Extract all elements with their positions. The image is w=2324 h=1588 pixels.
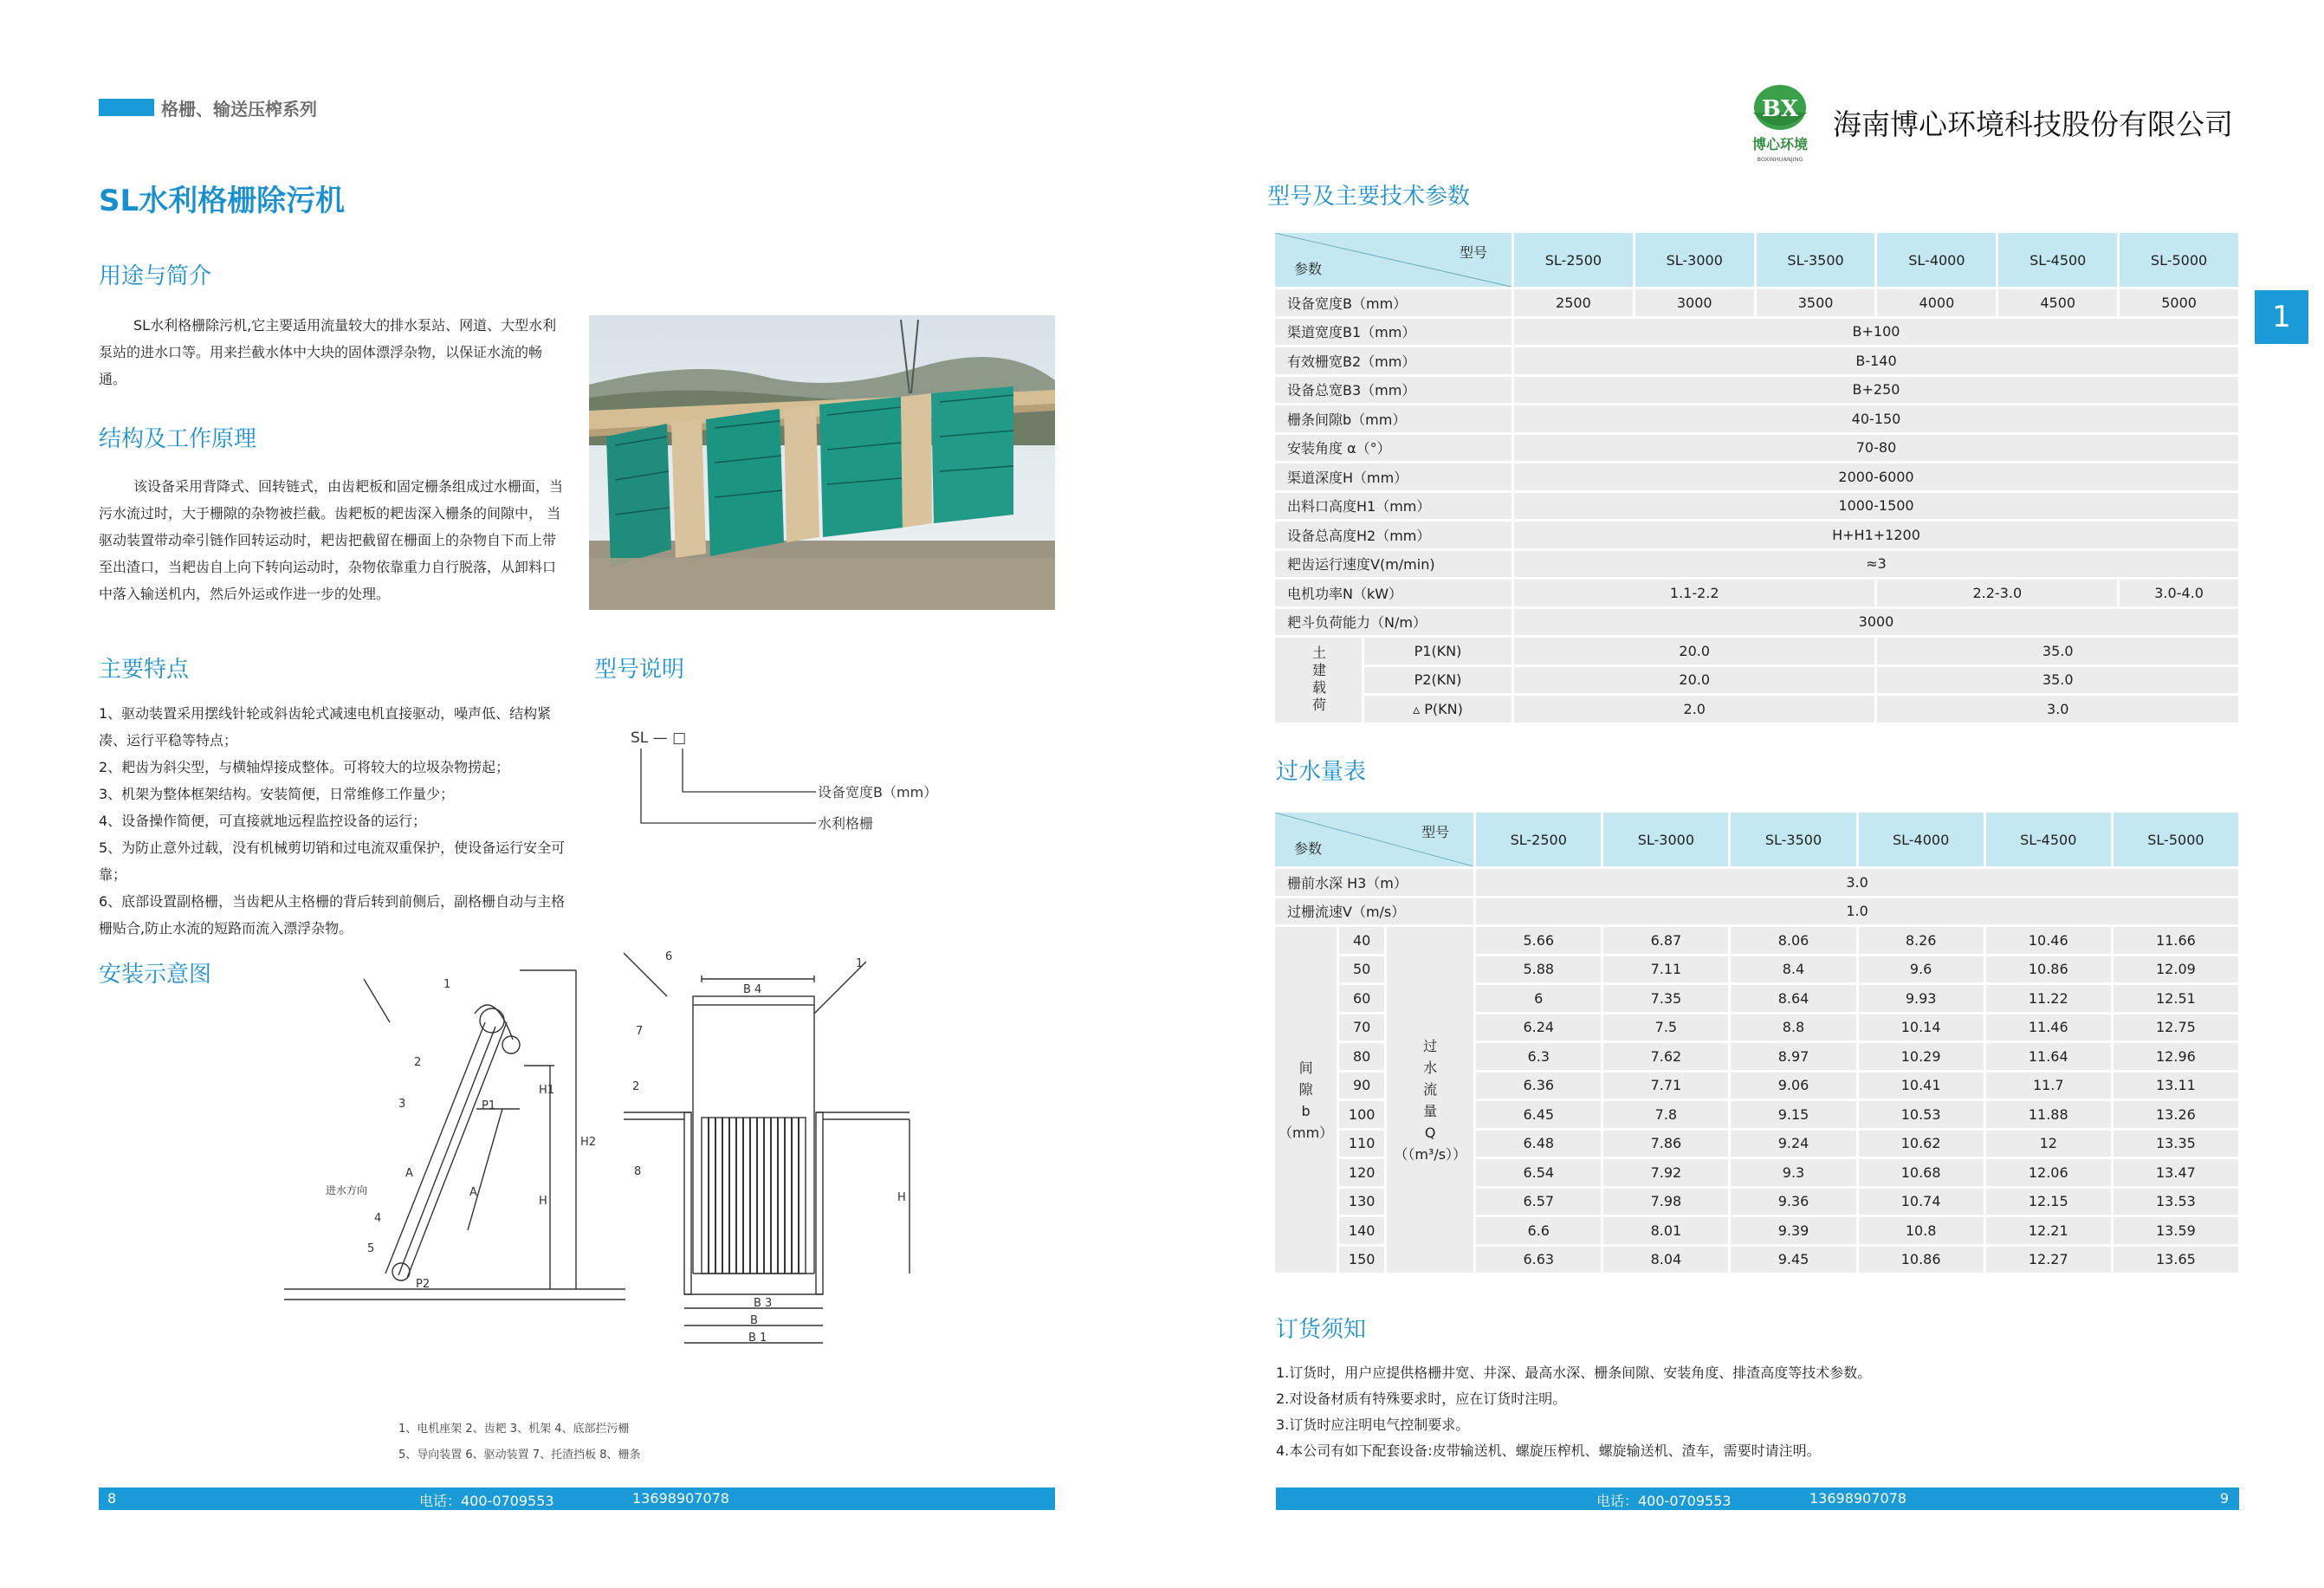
flow-value: 12.21 xyxy=(1986,1217,2111,1244)
flow-value: 13.59 xyxy=(2114,1217,2238,1244)
flow-value: 6.24 xyxy=(1476,1014,1601,1041)
diagram-label: 3 xyxy=(398,1098,406,1111)
spec-table xyxy=(1272,230,2241,725)
flow-value: 9.6 xyxy=(1859,956,1984,983)
diagram-legend-line-2: 5、导向装置 6、驱动装置 7、托渣挡板 8、栅条 xyxy=(398,1449,641,1462)
diagram-label: 8 xyxy=(634,1165,642,1178)
flow-value: 6.87 xyxy=(1603,927,1728,954)
flow-value: 12.09 xyxy=(2114,956,2238,983)
flow-row xyxy=(1275,927,2238,954)
diagram-label: H xyxy=(539,1195,547,1208)
feature-item: 4、设备操作简便，可直接就地远程监控设备的运行； xyxy=(99,813,427,829)
flow-value: 11.64 xyxy=(1986,1043,2111,1070)
page-number: 9 xyxy=(2219,1490,2229,1507)
diagram-label: H xyxy=(897,1191,906,1204)
flow-value: 9.3 xyxy=(1731,1159,1855,1186)
flow-value: 10.86 xyxy=(1859,1247,1984,1274)
model-width-label: 设备宽度B（mm） xyxy=(818,784,938,800)
footer-mobile: 13698907078 xyxy=(1809,1490,1906,1507)
flow-value: 11.46 xyxy=(1986,1014,2111,1041)
page-number: 8 xyxy=(107,1490,117,1507)
model-header: SL-3500 xyxy=(1757,233,1875,287)
table-row: 栅前水深 H3（m） 3.0 xyxy=(1275,869,2238,896)
gap-value: 100 xyxy=(1339,1101,1384,1128)
flow-value: 8.06 xyxy=(1731,927,1855,954)
feature-item: 3、机架为整体框架结构。安装简便，日常维修工作量少； xyxy=(99,786,455,802)
order-item: 1.订货时，用户应提供格栅井宽、井深、最高水深、栅条间隙、安装角度、排渣高度等技术参数。 xyxy=(1276,1364,1872,1381)
flow-value: 13.26 xyxy=(2114,1101,2238,1128)
section-features-title: 主要特点 xyxy=(99,657,190,683)
header-diagonal-cell: 型号 参数 xyxy=(1275,813,1473,866)
flow-value: 9.24 xyxy=(1731,1131,1855,1157)
model-header: SL-4000 xyxy=(1877,233,1996,287)
diagram-label: H2 xyxy=(580,1136,597,1149)
gap-value: 130 xyxy=(1339,1189,1384,1215)
footer-bar-right xyxy=(1276,1488,2239,1510)
flow-value: 10.29 xyxy=(1859,1043,1984,1070)
diagram-label: P2 xyxy=(416,1278,430,1291)
table-row: 设备宽度B（mm） 2500 3000 3500 4000 4500 5000 xyxy=(1275,289,2238,316)
flow-value: 12.51 xyxy=(2114,985,2238,1012)
flow-value: 7.35 xyxy=(1603,985,1728,1012)
flow-value: 12.96 xyxy=(2114,1043,2238,1070)
gap-axis-label: 间 隙 b （mm） xyxy=(1275,927,1337,1273)
flow-value: 7.71 xyxy=(1603,1073,1728,1099)
table-row: 出料口高度H1（mm） 1000-1500 xyxy=(1275,493,2238,520)
flow-value: 10.74 xyxy=(1859,1189,1984,1215)
table-row: 有效栅宽B2（mm） B-140 xyxy=(1275,347,2238,374)
feature-item: 5、为防止意外过载，没有机械剪切销和过电流双重保护，使设备运行安全可靠； xyxy=(99,839,566,883)
flow-value: 11.22 xyxy=(1986,985,2111,1012)
flow-value: 12.15 xyxy=(1986,1189,2111,1215)
flow-value: 8.04 xyxy=(1603,1247,1728,1274)
footer-phone: 电话：400-0709553 xyxy=(419,1493,554,1509)
diagram-legend-line-1: 1、电机座架 2、齿耙 3、机架 4、底部拦污栅 xyxy=(398,1423,630,1436)
logo-en: BOXINHUANJING xyxy=(1757,156,1803,163)
gap-value: 80 xyxy=(1339,1043,1384,1070)
footer-mobile: 13698907078 xyxy=(632,1490,729,1507)
company-name: 海南博心环境科技股份有限公司 xyxy=(1833,107,2233,141)
table-row: 设备总宽B3（mm） B+250 xyxy=(1275,377,2238,404)
flow-value: 8.64 xyxy=(1731,985,1855,1012)
table-row: 栅条间隙b（mm） 40-150 xyxy=(1275,405,2238,432)
table-row: 设备总高度H2（mm） H+H1+1200 xyxy=(1275,522,2238,548)
model-header: SL-4500 xyxy=(1998,233,2117,287)
diagram-label: 6 xyxy=(665,950,673,963)
flow-value: 13.35 xyxy=(2114,1131,2238,1157)
section-order-title: 订货须知 xyxy=(1276,1317,1367,1343)
diagram-label: B 4 xyxy=(743,983,762,996)
install-side-view xyxy=(277,944,632,1308)
flow-value: 12.27 xyxy=(1986,1247,2111,1274)
gap-value: 70 xyxy=(1339,1014,1384,1041)
page-title: SL水利格栅除污机 xyxy=(99,184,346,218)
diagram-label: 1 xyxy=(443,978,451,991)
flow-value: 9.36 xyxy=(1731,1189,1855,1215)
flow-value: 10.8 xyxy=(1859,1217,1984,1244)
flow-value: 8.01 xyxy=(1603,1217,1728,1244)
flow-value: 12 xyxy=(1986,1131,2111,1157)
flow-value: 10.53 xyxy=(1859,1101,1984,1128)
feature-item: 2、耙齿为斜尖型，与横轴焊接成整体。可将较大的垃圾杂物捞起； xyxy=(99,759,510,775)
feature-item: 6、底部设置副格栅，当齿耙从主格栅的背后转到前侧后，副格栅自动与主格栅贴合,防止水流的短路而流入漂浮杂物。 xyxy=(99,893,566,937)
table-row: 耙斗负荷能力（N/m） 3000 xyxy=(1275,609,2238,636)
model-code: SL — □ xyxy=(631,729,687,747)
feature-item: 1、驱动装置采用摆线针轮或斜齿轮式减速电机直接驱动，噪声低、结构紧凑、运行平稳等特点； xyxy=(99,705,552,749)
flow-value: 8.8 xyxy=(1731,1014,1855,1041)
flow-value: 6.6 xyxy=(1476,1217,1601,1244)
features-list xyxy=(99,700,570,942)
gap-value: 150 xyxy=(1339,1247,1384,1274)
section-structure-title: 结构及工作原理 xyxy=(99,426,257,452)
flow-value: 7.62 xyxy=(1603,1043,1728,1070)
flow-table xyxy=(1272,810,2241,1275)
flow-value: 5.66 xyxy=(1476,927,1601,954)
table-row: 渠道深度H（mm） 2000-6000 xyxy=(1275,463,2238,490)
flow-value: 13.53 xyxy=(2114,1189,2238,1215)
model-header: SL-5000 xyxy=(2120,233,2238,287)
flow-value: 8.4 xyxy=(1731,956,1855,983)
section-params-title: 型号及主要技术参数 xyxy=(1267,184,1471,210)
flow-value: 7.86 xyxy=(1603,1131,1728,1157)
flow-value: 5.88 xyxy=(1476,956,1601,983)
order-item: 3.订货时应注明电气控制要求。 xyxy=(1276,1416,1470,1433)
gap-value: 40 xyxy=(1339,927,1384,954)
table-row: 渠道宽度B1（mm） B+100 xyxy=(1275,319,2238,346)
model-header: SL-3000 xyxy=(1635,233,1754,287)
model-callout-lines xyxy=(632,747,823,826)
flow-value: 7.98 xyxy=(1603,1189,1728,1215)
flow-value: 9.45 xyxy=(1731,1247,1855,1274)
flow-value: 12.06 xyxy=(1986,1159,2111,1186)
diagram-label: 7 xyxy=(636,1025,644,1038)
gap-value: 120 xyxy=(1339,1159,1384,1186)
model-header: SL-3500 xyxy=(1731,813,1855,866)
diagram-label: 5 xyxy=(367,1242,375,1255)
model-header: SL-4000 xyxy=(1859,813,1984,866)
table-row: 土建载荷 P1(KN) 20.0 35.0 xyxy=(1275,638,2238,664)
flow-value: 6.57 xyxy=(1476,1189,1601,1215)
flow-value: 13.65 xyxy=(2114,1247,2238,1274)
flow-value: 11.66 xyxy=(2114,927,2238,954)
flow-value: 7.5 xyxy=(1603,1014,1728,1041)
diagram-label: B 1 xyxy=(748,1332,767,1345)
diagram-label: 进水方向 xyxy=(326,1184,368,1196)
flow-axis-label: 过 水 流 量 Q （（m³/s）） xyxy=(1387,927,1473,1273)
flow-value: 10.14 xyxy=(1859,1014,1984,1041)
footer-phone: 电话：400-0709553 xyxy=(1596,1493,1732,1509)
model-header: SL-5000 xyxy=(2114,813,2238,866)
flow-value: 6.54 xyxy=(1476,1159,1601,1186)
diagram-label: P1 xyxy=(482,1099,496,1112)
chapter-tab: 1 xyxy=(2255,290,2308,344)
flow-value: 10.62 xyxy=(1859,1131,1984,1157)
logo-mark: BX xyxy=(1761,96,1799,122)
flow-value: 7.8 xyxy=(1603,1101,1728,1128)
header-diagonal-cell: 型号 参数 xyxy=(1275,233,1512,287)
diagram-label: B xyxy=(750,1314,758,1327)
table-row: 过栅流速V（m/s） 1.0 xyxy=(1275,898,2238,925)
flow-value: 8.97 xyxy=(1731,1043,1855,1070)
flow-value: 6.45 xyxy=(1476,1101,1601,1128)
diagram-label: H1 xyxy=(539,1084,555,1097)
flow-value: 6.3 xyxy=(1476,1043,1601,1070)
section-use-title: 用途与简介 xyxy=(99,263,212,289)
section-model-title: 型号说明 xyxy=(594,657,685,683)
table-row: 安装角度 α（°） 70-80 xyxy=(1275,435,2238,462)
flow-value: 10.86 xyxy=(1986,956,2111,983)
order-item: 4.本公司有如下配套设备:皮带输送机、螺旋压榨机、螺旋输送机、渣车，需要时请注明。 xyxy=(1276,1442,1821,1459)
table-header-row xyxy=(1275,813,2238,866)
flow-value: 9.39 xyxy=(1731,1217,1855,1244)
gap-value: 140 xyxy=(1339,1217,1384,1244)
flow-value: 9.93 xyxy=(1859,985,1984,1012)
flow-table-body xyxy=(1275,927,2238,1273)
table-row: 耙齿运行速度V(m/min) ≈3 xyxy=(1275,551,2238,578)
flow-value: 9.15 xyxy=(1731,1101,1855,1128)
flow-value: 9.06 xyxy=(1731,1073,1855,1099)
model-header: SL-4500 xyxy=(1986,813,2111,866)
diagram-label: 2 xyxy=(632,1080,640,1093)
footer-bar-left xyxy=(99,1488,1055,1510)
flow-value: 12.75 xyxy=(2114,1014,2238,1041)
order-notes xyxy=(1276,1360,1871,1464)
civil-load-label: 土建载荷 xyxy=(1275,638,1362,723)
flow-value: 11.7 xyxy=(1986,1073,2111,1099)
flow-value: 13.47 xyxy=(2114,1159,2238,1186)
series-tag-bar xyxy=(99,99,154,116)
flow-value: 6 xyxy=(1476,985,1601,1012)
flow-value: 7.11 xyxy=(1603,956,1728,983)
product-photo xyxy=(589,315,1055,610)
install-front-view xyxy=(615,944,927,1369)
flow-value: 10.68 xyxy=(1859,1159,1984,1186)
flow-value: 8.26 xyxy=(1859,927,1984,954)
gap-value: 110 xyxy=(1339,1131,1384,1157)
diagram-label: 4 xyxy=(374,1212,382,1225)
diagram-label: 1 xyxy=(856,957,864,970)
flow-value: 11.88 xyxy=(1986,1101,2111,1128)
section-install-title: 安装示意图 xyxy=(99,962,212,988)
model-header: SL-2500 xyxy=(1514,233,1633,287)
structure-text: 该设备采用背降式、回转链式，由齿耙板和固定栅条组成过水栅面，当污水流过时，大于栅隙的杂物被拦截。齿耙板的耙齿深入栅条的间隙中， 当驱动装置带动牵引链作回转运动时，耙齿把截留在栅面上的杂物自下而上带至出渣口，当耙齿自上向下转向运动时，杂物依靠重力自行脱落，从卸料口中落入输送机内，然后外运或作进一步的处理。 xyxy=(99,478,564,602)
use-text: SL水利格栅除污机,它主要适用流量较大的排水泵站、网道、大型水利泵站的进水口等。用来拦截水体中大块的固体漂浮杂物，以保证水流的畅通。 xyxy=(99,317,557,387)
company-logo xyxy=(1741,78,1819,165)
table-row: 电机功率N（kW） 1.1-2.2 2.2-3.0 3.0-4.0 xyxy=(1275,580,2238,606)
table-header-row xyxy=(1275,233,2238,287)
model-header: SL-3000 xyxy=(1603,813,1728,866)
logo-cn: 博心环境 xyxy=(1751,136,1809,152)
order-item: 2.对设备材质有特殊要求时，应在订货时注明。 xyxy=(1276,1390,1567,1407)
table-row: ▵ P(KN) 2.0 3.0 xyxy=(1275,696,2238,723)
table-row: P2(KN) 20.0 35.0 xyxy=(1275,667,2238,694)
flow-value: 6.48 xyxy=(1476,1131,1601,1157)
gap-value: 50 xyxy=(1339,956,1384,983)
gap-value: 90 xyxy=(1339,1073,1384,1099)
diagram-label: B 3 xyxy=(754,1297,773,1310)
flow-value: 6.36 xyxy=(1476,1073,1601,1099)
gap-value: 60 xyxy=(1339,985,1384,1012)
section-flow-title: 过水量表 xyxy=(1276,759,1367,785)
flow-value: 6.63 xyxy=(1476,1247,1601,1274)
flow-value: 7.92 xyxy=(1603,1159,1728,1186)
diagram-label: A xyxy=(469,1186,477,1199)
flow-value: 10.46 xyxy=(1986,927,2111,954)
series-label: 格栅、输送压榨系列 xyxy=(161,99,317,120)
flow-value: 10.41 xyxy=(1859,1073,1984,1099)
model-series-label: 水利格栅 xyxy=(818,815,874,832)
diagram-label: 2 xyxy=(414,1056,422,1069)
diagram-label: A xyxy=(405,1167,413,1180)
flow-value: 13.11 xyxy=(2114,1073,2238,1099)
model-header: SL-2500 xyxy=(1476,813,1601,866)
